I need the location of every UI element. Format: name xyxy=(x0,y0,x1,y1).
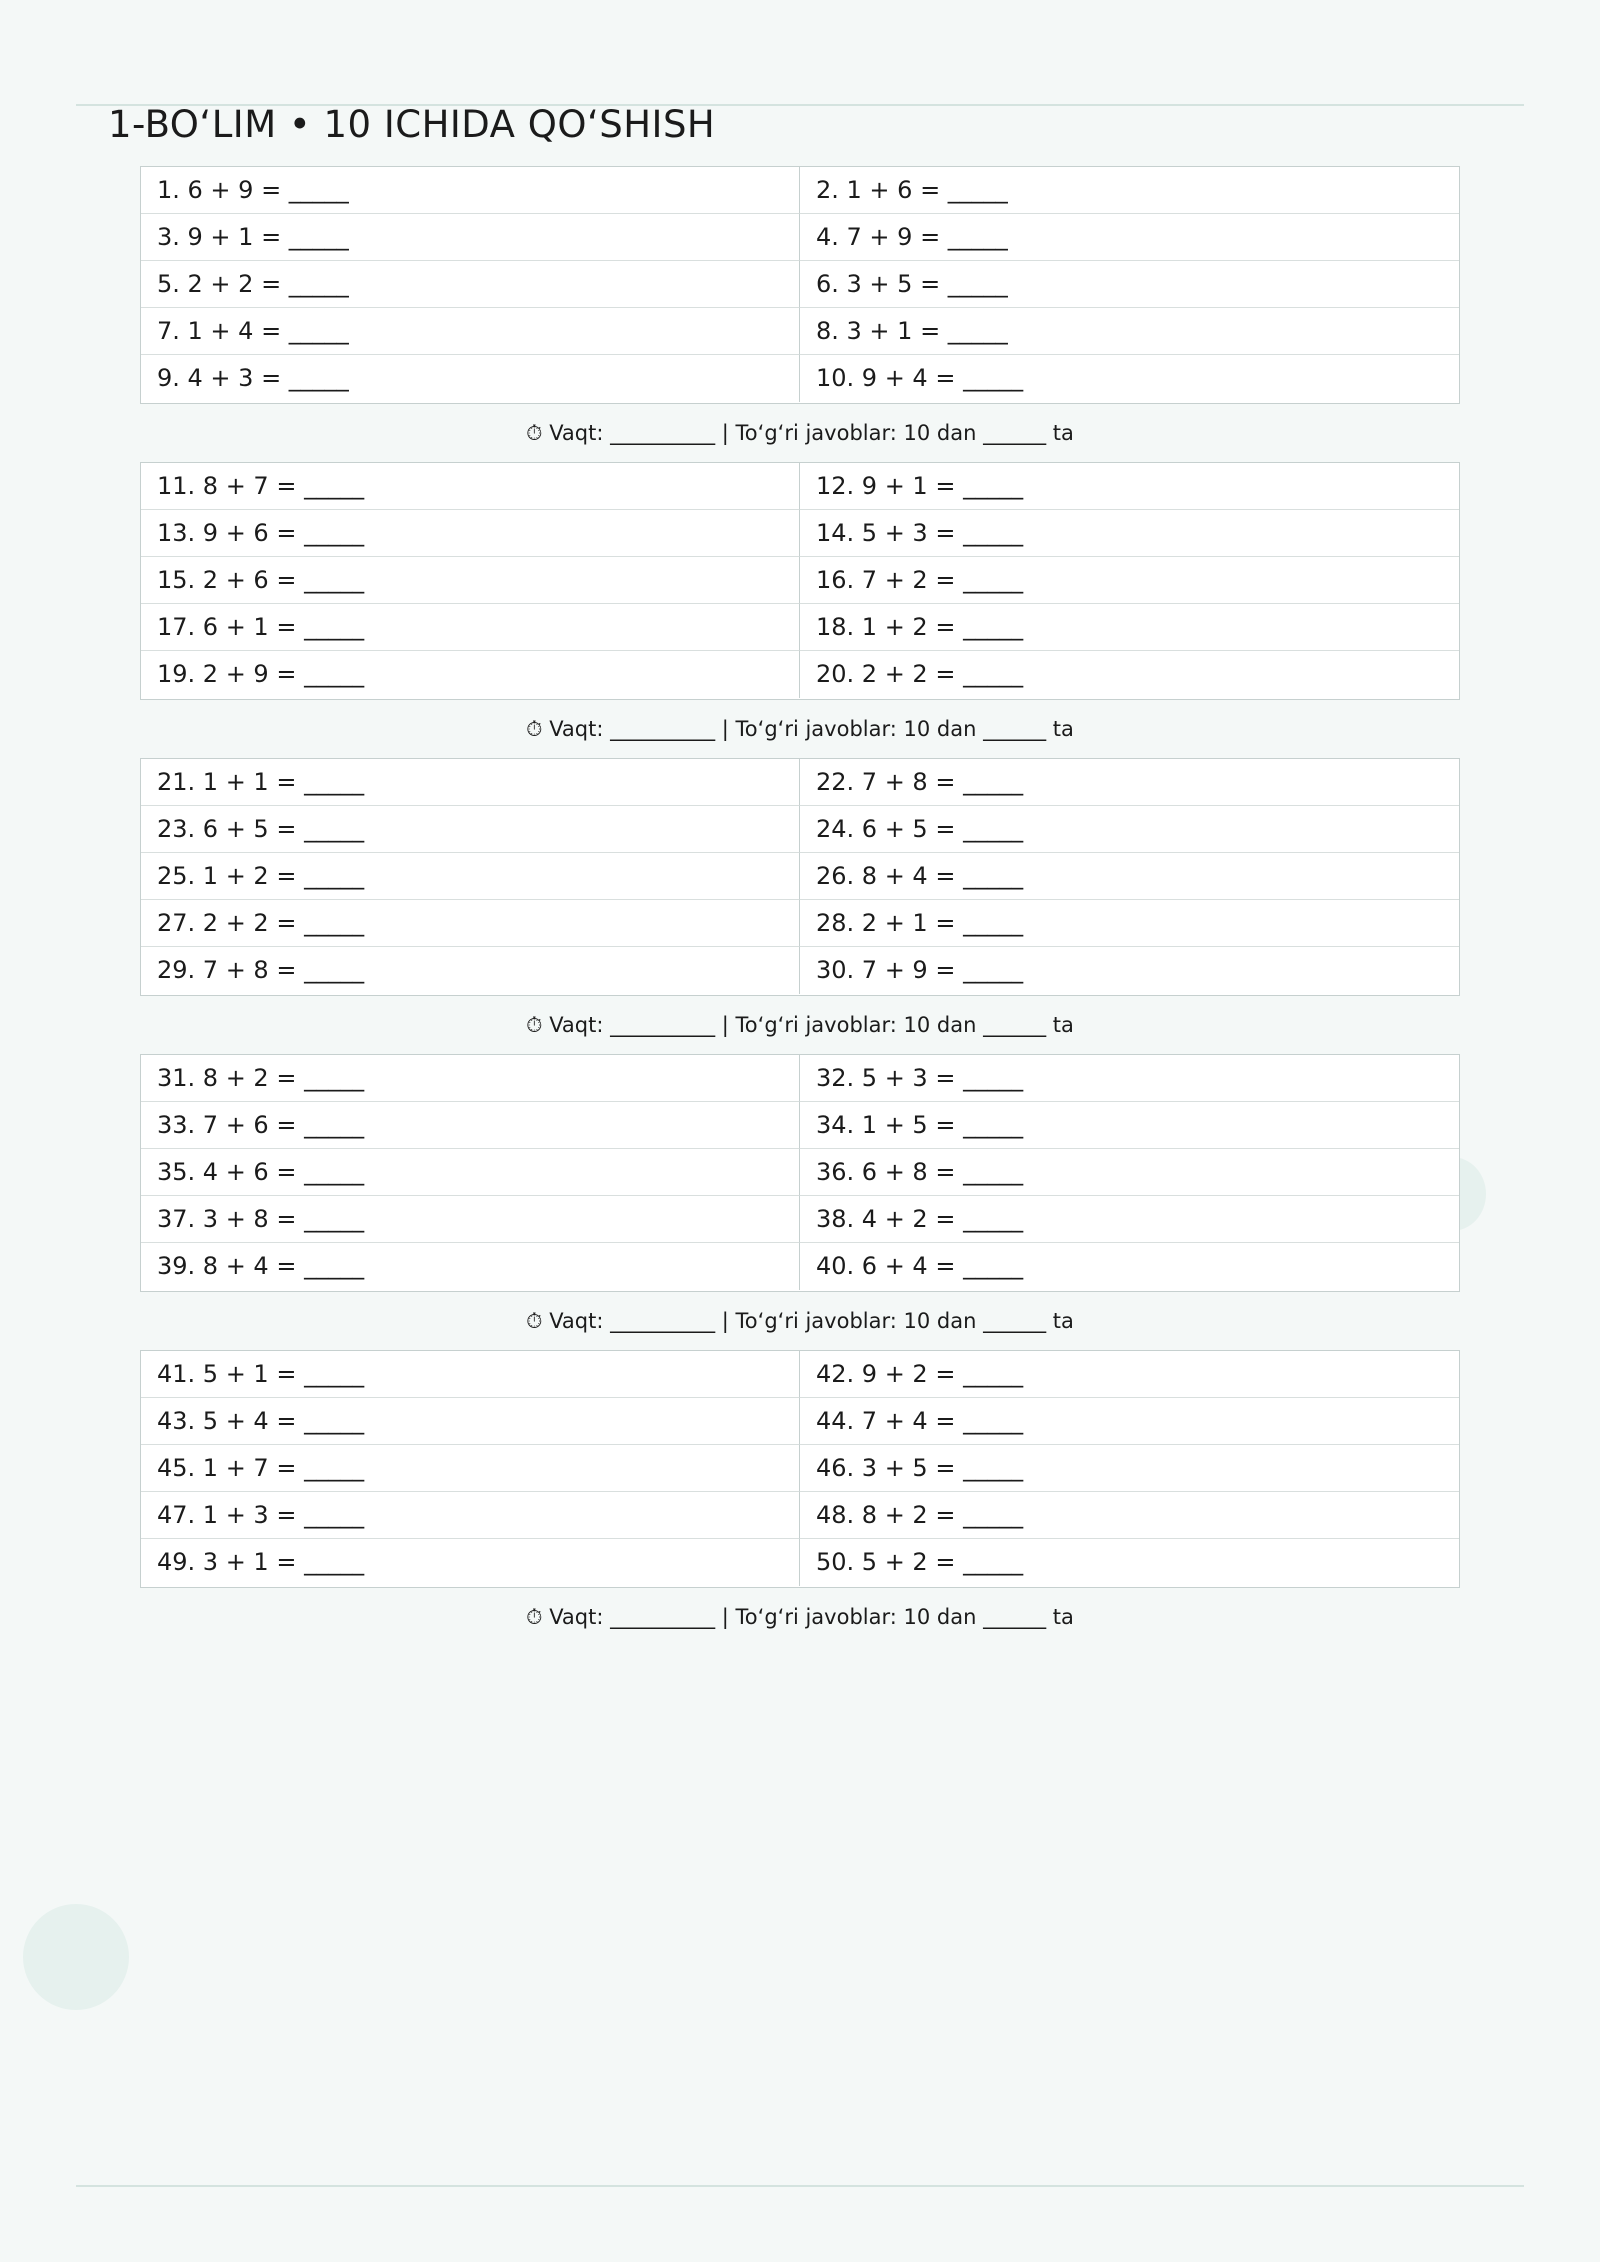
problem-cell: 1. 6 + 9 = _____ xyxy=(141,167,800,214)
problem-cell: 26. 8 + 4 = _____ xyxy=(800,853,1459,900)
problem-cell: 49. 3 + 1 = _____ xyxy=(141,1539,800,1586)
problem-cell: 45. 1 + 7 = _____ xyxy=(141,1445,800,1492)
worksheet-section xyxy=(140,1054,1460,1350)
problem-cell: 29. 7 + 8 = _____ xyxy=(141,947,800,994)
section-score-line: ⏱ Vaqt: __________ | To‘g‘ri javoblar: 10 dan ______ ta xyxy=(526,1013,1074,1037)
section-score-line: ⏱ Vaqt: __________ | To‘g‘ri javoblar: 10 dan ______ ta xyxy=(526,421,1074,445)
problem-cell: 38. 4 + 2 = _____ xyxy=(800,1196,1459,1243)
section-score-line: ⏱ Vaqt: __________ | To‘g‘ri javoblar: 10 dan ______ ta xyxy=(526,1309,1074,1333)
problem-cell: 13. 9 + 6 = _____ xyxy=(141,510,800,557)
problem-cell: 19. 2 + 9 = _____ xyxy=(141,651,800,698)
problem-cell: 3. 9 + 1 = _____ xyxy=(141,214,800,261)
problem-cell: 40. 6 + 4 = _____ xyxy=(816,1252,1024,1280)
section-score-line: ⏱ Vaqt: __________ | To‘g‘ri javoblar: 10 dan ______ ta xyxy=(526,717,1074,741)
problem-cell: 17. 6 + 1 = _____ xyxy=(141,604,800,651)
problem-cell: 22. 7 + 8 = _____ xyxy=(800,759,1459,806)
problem-cell: 43. 5 + 4 = _____ xyxy=(141,1398,800,1445)
problem-cell: 7. 1 + 4 = _____ xyxy=(141,308,800,355)
problem-grid xyxy=(140,1054,1460,1292)
problem-cell: 9. 4 + 3 = _____ xyxy=(141,355,800,402)
problem-grid xyxy=(140,1350,1460,1588)
problem-cell: 14. 5 + 3 = _____ xyxy=(800,510,1459,557)
worksheet-section xyxy=(140,758,1460,1054)
problem-cell: 32. 5 + 3 = _____ xyxy=(800,1055,1459,1102)
problem-cell: 5. 2 + 2 = _____ xyxy=(141,261,800,308)
problem-cell: 48. 8 + 2 = _____ xyxy=(800,1492,1459,1539)
decorative-circle xyxy=(23,1904,129,2010)
problem-cell: 37. 3 + 8 = _____ xyxy=(141,1196,800,1243)
problem-cell: 36. 6 + 8 = _____ xyxy=(800,1149,1459,1196)
problem-grid xyxy=(140,462,1460,700)
problem-cell: 11. 8 + 7 = _____ xyxy=(141,463,800,510)
problem-grid xyxy=(140,166,1460,404)
problem-cell: 12. 9 + 1 = _____ xyxy=(800,463,1459,510)
problem-cell: 10. 9 + 4 = _____ xyxy=(816,364,1024,392)
worksheet-section xyxy=(140,1350,1460,1646)
footer-divider xyxy=(76,2185,1524,2187)
problem-cell: 23. 6 + 5 = _____ xyxy=(141,806,800,853)
problem-cell: 28. 2 + 1 = _____ xyxy=(800,900,1459,947)
problem-cell: 46. 3 + 5 = _____ xyxy=(800,1445,1459,1492)
worksheet-section xyxy=(140,166,1460,462)
problem-cell: 15. 2 + 6 = _____ xyxy=(141,557,800,604)
problem-cell: 47. 1 + 3 = _____ xyxy=(141,1492,800,1539)
problem-cell: 20. 2 + 2 = _____ xyxy=(816,660,1024,688)
problem-cell: 16. 7 + 2 = _____ xyxy=(800,557,1459,604)
problem-cell: 8. 3 + 1 = _____ xyxy=(800,308,1459,355)
worksheet-sections xyxy=(140,166,1460,1646)
problem-cell: 39. 8 + 4 = _____ xyxy=(141,1243,800,1290)
problem-cell: 33. 7 + 6 = _____ xyxy=(141,1102,800,1149)
problem-cell: 2. 1 + 6 = _____ xyxy=(800,167,1459,214)
section-score-line: ⏱ Vaqt: __________ | To‘g‘ri javoblar: 10 dan ______ ta xyxy=(526,1605,1074,1629)
problem-cell: 30. 7 + 9 = _____ xyxy=(816,956,1024,984)
worksheet-section xyxy=(140,462,1460,758)
problem-cell: 35. 4 + 6 = _____ xyxy=(141,1149,800,1196)
problem-cell: 42. 9 + 2 = _____ xyxy=(800,1351,1459,1398)
problem-cell: 24. 6 + 5 = _____ xyxy=(800,806,1459,853)
problem-cell: 50. 5 + 2 = _____ xyxy=(816,1548,1024,1576)
problem-cell: 27. 2 + 2 = _____ xyxy=(141,900,800,947)
problem-cell: 21. 1 + 1 = _____ xyxy=(141,759,800,806)
problem-cell: 6. 3 + 5 = _____ xyxy=(800,261,1459,308)
problem-cell: 34. 1 + 5 = _____ xyxy=(800,1102,1459,1149)
problem-cell: 41. 5 + 1 = _____ xyxy=(141,1351,800,1398)
problem-cell: 18. 1 + 2 = _____ xyxy=(800,604,1459,651)
problem-cell: 25. 1 + 2 = _____ xyxy=(141,853,800,900)
problem-grid xyxy=(140,758,1460,996)
problem-cell: 44. 7 + 4 = _____ xyxy=(800,1398,1459,1445)
problem-cell: 4. 7 + 9 = _____ xyxy=(800,214,1459,261)
problem-cell: 31. 8 + 2 = _____ xyxy=(141,1055,800,1102)
page-title: 1-BO‘LIM • 10 ICHIDA QO‘SHISH xyxy=(108,103,716,146)
